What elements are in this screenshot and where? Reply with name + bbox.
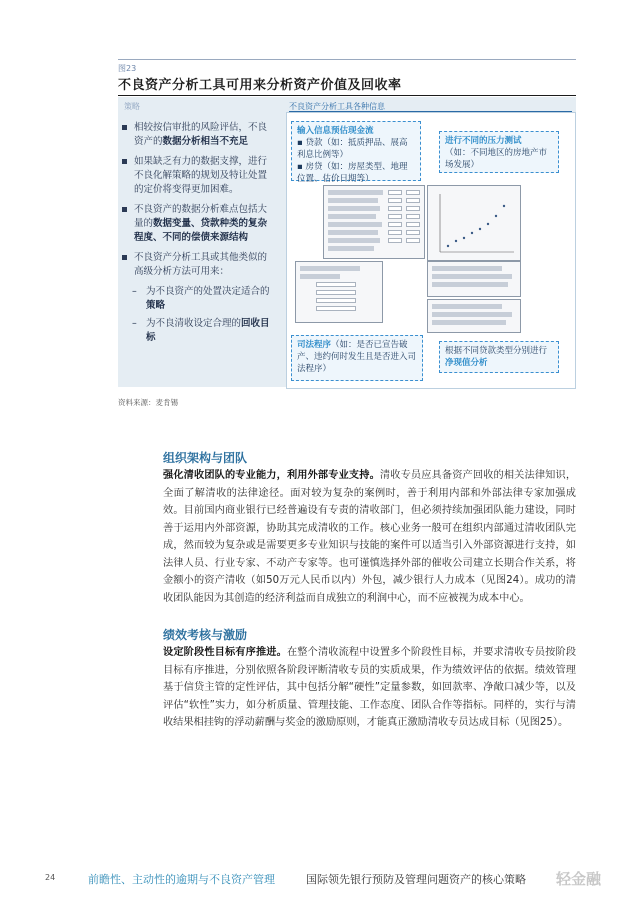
stress-chart-screenshot <box>427 185 521 261</box>
right-panel-header: 不良资产分析工具各种信息 <box>289 102 385 111</box>
input-info-title: 输入信息预估现金流 <box>297 126 374 136</box>
stress-test-title: 进行不同的压力测试 <box>445 136 522 146</box>
section-paragraph-performance: 设定阶段性目标有序推进。在整个清收流程中设置多个阶段性目标，并要求清收专员按阶段目标有序推进，分别依照各阶段评断清收专员的实质成果，作为绩效评估的依据。绩效管理基于信贷主管的定性评估，其中包括分解“硬性”定量参数，如回款率、净敞口减少等，以及评估“软性”实力，如分析质量、管理技能、工作态度、团队合作等指标。同样的，实行与清收结果相挂钩的浮动薪酬与奖金的激励原则，才能真正激励清收专员达成目标（见图25）。 <box>163 647 577 728</box>
page-number: 24 <box>45 873 56 882</box>
section-heading-organization: 组织架构与团队 <box>163 451 248 465</box>
watermark-logo: 轻金融 <box>556 870 602 888</box>
strategy-item: 相较按信审批的风险评估，不良资产的数据分析相当不充足 <box>122 121 276 149</box>
input-info-line: ▪ 贷款（如：抵质押品、展高利息比例等） <box>297 138 408 160</box>
input-form-screenshot <box>323 185 425 259</box>
strategy-panel <box>118 111 283 387</box>
category-form-screenshot <box>295 261 383 323</box>
figure-source: 资料来源：麦肯锡 <box>118 398 178 407</box>
strategy-item: 不良资产的数据分析难点包括大量的数据变量、贷款种类的复杂程度、不同的偿债来源结构 <box>122 203 276 245</box>
strategy-item: 不良资产分析工具或其他类似的高级分析方法可用来： <box>122 251 276 279</box>
strategy-subitem: – 为不良资产的处置决定适合的策略 <box>122 285 276 313</box>
stress-test-text: （如：不同地区的房地产市场发展） <box>445 148 548 170</box>
top-rule <box>118 59 576 60</box>
strategy-subitem: – 为不良清收设定合理的回收目标 <box>122 317 276 345</box>
footer-report-title: 前瞻性、主动性的逾期与不良资产管理 <box>88 873 275 886</box>
left-panel-header: 策略 <box>124 102 140 111</box>
npv-analysis-box: 根据不同贷款类型分别进行净现值分析 <box>439 341 559 373</box>
section-paragraph-organization: 强化清收团队的专业能力，利用外部专业支持。清收专员应具备资产回收的相关法律知识，全面了解清收的法律途径。面对较为复杂的案例时，善于利用内部和外部法律专家加强成效。目前国内商业银行已经普遍设有专责的清收部门，但必须持续加强团队能力建设，同时善于运用内外部资源，协助其完成清收的工作。核心业务一般可在组织内部通过清收团队完成，然而较为复杂或是需要更多专业知识与技能的案件可以适当引入外部资源进行支持，如法律人员、行业专家、不动产专家等。也可谨慎选择外部的催收公司建立长期合作关系，将金额小的资产清收（如50万元人民币以内）外包，减少银行人力成本（见图24）。成功的清收团队能因为其创造的经济利益而自成独立的利润中心，而不应被视为成本中心。 <box>163 470 577 604</box>
title-rule <box>118 95 576 96</box>
stress-test-box <box>439 131 559 173</box>
input-info-box <box>291 121 421 184</box>
tool-info-panel <box>286 112 576 389</box>
footer-chapter-title: 国际领先银行预防及管理问题资产的核心策略 <box>306 873 526 886</box>
legal-process-box: 司法程序（如：是否已宣告破产、违约何时发生且是否进入司法程序） <box>291 335 423 381</box>
input-info-line: ▪ 房贷（如：房屋类型、地理位置、估价日期等） <box>297 162 408 184</box>
figure-label: 图23 <box>118 64 137 73</box>
strategy-item: 如果缺乏有力的数据支撑，进行不良化解策略的规划及特让处置的定价将变得更加困难。 <box>122 155 276 197</box>
strategy-list <box>122 121 276 349</box>
result-table-screenshot <box>427 261 521 297</box>
figure-title: 不良资产分析工具可用来分析资产价值及回收率 <box>118 78 402 93</box>
npv-table-screenshot <box>427 299 521 333</box>
section-heading-performance: 绩效考核与激励 <box>163 628 248 642</box>
